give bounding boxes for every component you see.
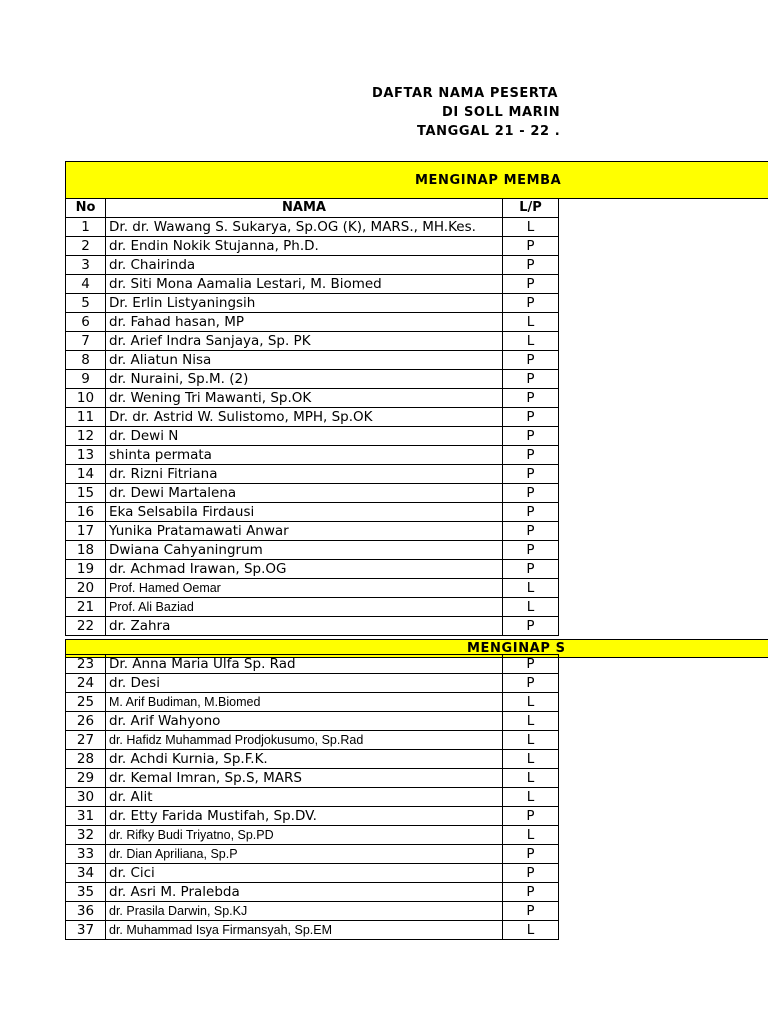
participant-table (65, 198, 559, 940)
participant-name: dr. Aliatun Nisa (106, 351, 503, 370)
section-gap-cell (66, 636, 559, 655)
row-number: 29 (66, 769, 106, 788)
participant-name: dr. Wening Tri Mawanti, Sp.OK (106, 389, 503, 408)
participant-name: Yunika Pratamawati Anwar (106, 522, 503, 541)
table-row (66, 712, 559, 731)
participant-name: dr. Chairinda (106, 256, 503, 275)
table-row (66, 655, 559, 674)
table-row (66, 788, 559, 807)
table-row (66, 579, 559, 598)
gender-code: P (503, 294, 559, 313)
row-number: 34 (66, 864, 106, 883)
participant-name: dr. Muhammad Isya Firmansyah, Sp.EM (106, 921, 503, 940)
gender-code: L (503, 750, 559, 769)
table-row (66, 389, 559, 408)
participant-name: dr. Asri M. Pralebda (106, 883, 503, 902)
row-number: 27 (66, 731, 106, 750)
header-line-2: DI SOLL MARIN (442, 105, 561, 120)
participant-name: Prof. Ali Baziad (106, 598, 503, 617)
participant-name: dr. Alit (106, 788, 503, 807)
participant-name: dr. Arif Wahyono (106, 712, 503, 731)
column-header-no: No (66, 199, 106, 218)
gender-code: L (503, 693, 559, 712)
gender-code: P (503, 370, 559, 389)
gender-code: P (503, 351, 559, 370)
gender-code: P (503, 674, 559, 693)
gender-code: P (503, 275, 559, 294)
gender-code: P (503, 883, 559, 902)
gender-code: P (503, 237, 559, 256)
column-header-lp: L/P (503, 199, 559, 218)
table-row (66, 427, 559, 446)
gender-code: L (503, 769, 559, 788)
row-number: 12 (66, 427, 106, 446)
participant-name: dr. Siti Mona Aamalia Lestari, M. Biomed (106, 275, 503, 294)
gender-code: L (503, 826, 559, 845)
row-number: 10 (66, 389, 106, 408)
table-row (66, 902, 559, 921)
table-row (66, 560, 559, 579)
participant-name: Dr. Erlin Listyaningsih (106, 294, 503, 313)
row-number: 17 (66, 522, 106, 541)
table-row (66, 408, 559, 427)
gender-code: L (503, 921, 559, 940)
row-number: 14 (66, 465, 106, 484)
participant-name: dr. Cici (106, 864, 503, 883)
row-number: 20 (66, 579, 106, 598)
row-number: 4 (66, 275, 106, 294)
gender-code: P (503, 560, 559, 579)
participant-name: dr. Nuraini, Sp.M. (2) (106, 370, 503, 389)
table-row (66, 237, 559, 256)
row-number: 9 (66, 370, 106, 389)
participant-name: dr. Kemal Imran, Sp.S, MARS (106, 769, 503, 788)
table-row (66, 617, 559, 636)
table-row (66, 503, 559, 522)
gender-code: P (503, 465, 559, 484)
header-line-1: DAFTAR NAMA PESERTA (372, 86, 559, 101)
table-row (66, 921, 559, 940)
participant-name: dr. Dewi N (106, 427, 503, 446)
section-label-2: MENGINAP S (467, 641, 566, 656)
gender-code: P (503, 503, 559, 522)
row-number: 3 (66, 256, 106, 275)
row-number: 22 (66, 617, 106, 636)
table-row (66, 294, 559, 313)
gender-code: P (503, 655, 559, 674)
row-number: 19 (66, 560, 106, 579)
row-number: 26 (66, 712, 106, 731)
section-band-1 (65, 161, 768, 199)
row-number: 1 (66, 218, 106, 237)
gender-code: P (503, 864, 559, 883)
gender-code: P (503, 902, 559, 921)
row-number: 16 (66, 503, 106, 522)
row-number: 37 (66, 921, 106, 940)
column-header-name: NAMA (106, 199, 503, 218)
table-body (66, 218, 559, 940)
table-row (66, 807, 559, 826)
row-number: 21 (66, 598, 106, 617)
table-row (66, 256, 559, 275)
table-row (66, 693, 559, 712)
gender-code: L (503, 313, 559, 332)
row-number: 15 (66, 484, 106, 503)
row-number: 33 (66, 845, 106, 864)
participant-name: dr. Etty Farida Mustifah, Sp.DV. (106, 807, 503, 826)
table-row (66, 598, 559, 617)
gender-code: P (503, 427, 559, 446)
participant-name: Dr. dr. Wawang S. Sukarya, Sp.OG (K), MARS., MH.Kes. (106, 218, 503, 237)
table-row (66, 465, 559, 484)
participant-name: dr. Dian Apriliana, Sp.P (106, 845, 503, 864)
table-row (66, 484, 559, 503)
row-number: 30 (66, 788, 106, 807)
table-row (66, 826, 559, 845)
row-number: 31 (66, 807, 106, 826)
participant-name: Dr. dr. Astrid W. Sulistomo, MPH, Sp.OK (106, 408, 503, 427)
gender-code: P (503, 807, 559, 826)
gender-code: P (503, 408, 559, 427)
participant-name: Dwiana Cahyaningrum (106, 541, 503, 560)
row-number: 18 (66, 541, 106, 560)
participant-name: M. Arif Budiman, M.Biomed (106, 693, 503, 712)
participant-name: dr. Hafidz Muhammad Prodjokusumo, Sp.Rad (106, 731, 503, 750)
table-row (66, 731, 559, 750)
row-number: 28 (66, 750, 106, 769)
row-number: 2 (66, 237, 106, 256)
table-row (66, 522, 559, 541)
table-row (66, 883, 559, 902)
gender-code: L (503, 731, 559, 750)
gender-code: L (503, 332, 559, 351)
table-row (66, 541, 559, 560)
table-row (66, 332, 559, 351)
participant-name: dr. Rizni Fitriana (106, 465, 503, 484)
row-number: 32 (66, 826, 106, 845)
participant-name: dr. Fahad hasan, MP (106, 313, 503, 332)
table-header-row (66, 199, 559, 218)
gender-code: L (503, 218, 559, 237)
section-label-1: MENGINAP MEMBA (415, 173, 562, 188)
participant-name: dr. Desi (106, 674, 503, 693)
table-row (66, 864, 559, 883)
row-number: 13 (66, 446, 106, 465)
gender-code: P (503, 484, 559, 503)
participant-name: Dr. Anna Maria Ulfa Sp. Rad (106, 655, 503, 674)
row-number: 5 (66, 294, 106, 313)
row-number: 8 (66, 351, 106, 370)
row-number: 11 (66, 408, 106, 427)
gender-code: P (503, 256, 559, 275)
row-number: 35 (66, 883, 106, 902)
participant-name: dr. Achdi Kurnia, Sp.F.K. (106, 750, 503, 769)
participant-name: dr. Rifky Budi Triyatno, Sp.PD (106, 826, 503, 845)
row-number: 25 (66, 693, 106, 712)
gender-code: P (503, 446, 559, 465)
table-row (66, 351, 559, 370)
header-line-3: TANGGAL 21 - 22 . (417, 124, 561, 139)
row-number: 36 (66, 902, 106, 921)
gender-code: P (503, 522, 559, 541)
participant-name: Prof. Hamed Oemar (106, 579, 503, 598)
gender-code: L (503, 712, 559, 731)
participant-name: shinta permata (106, 446, 503, 465)
table-row (66, 674, 559, 693)
gender-code: L (503, 579, 559, 598)
table-row (66, 313, 559, 332)
participant-name: dr. Endin Nokik Stujanna, Ph.D. (106, 237, 503, 256)
participant-name: dr. Dewi Martalena (106, 484, 503, 503)
table-row (66, 769, 559, 788)
row-number: 23 (66, 655, 106, 674)
participant-name: dr. Prasila Darwin, Sp.KJ (106, 902, 503, 921)
gender-code: P (503, 845, 559, 864)
table-row (66, 218, 559, 237)
row-number: 6 (66, 313, 106, 332)
row-number: 7 (66, 332, 106, 351)
table-row (66, 275, 559, 294)
gender-code: L (503, 598, 559, 617)
participant-name: dr. Zahra (106, 617, 503, 636)
participant-name: dr. Achmad Irawan, Sp.OG (106, 560, 503, 579)
gender-code: P (503, 541, 559, 560)
participant-name: Eka Selsabila Firdausi (106, 503, 503, 522)
table-row (66, 446, 559, 465)
row-number: 24 (66, 674, 106, 693)
participant-name: dr. Arief Indra Sanjaya, Sp. PK (106, 332, 503, 351)
gender-code: P (503, 389, 559, 408)
gender-code: P (503, 617, 559, 636)
table-row (66, 845, 559, 864)
gender-code: L (503, 788, 559, 807)
section-gap-row (66, 636, 559, 655)
table-row (66, 370, 559, 389)
table-row (66, 750, 559, 769)
